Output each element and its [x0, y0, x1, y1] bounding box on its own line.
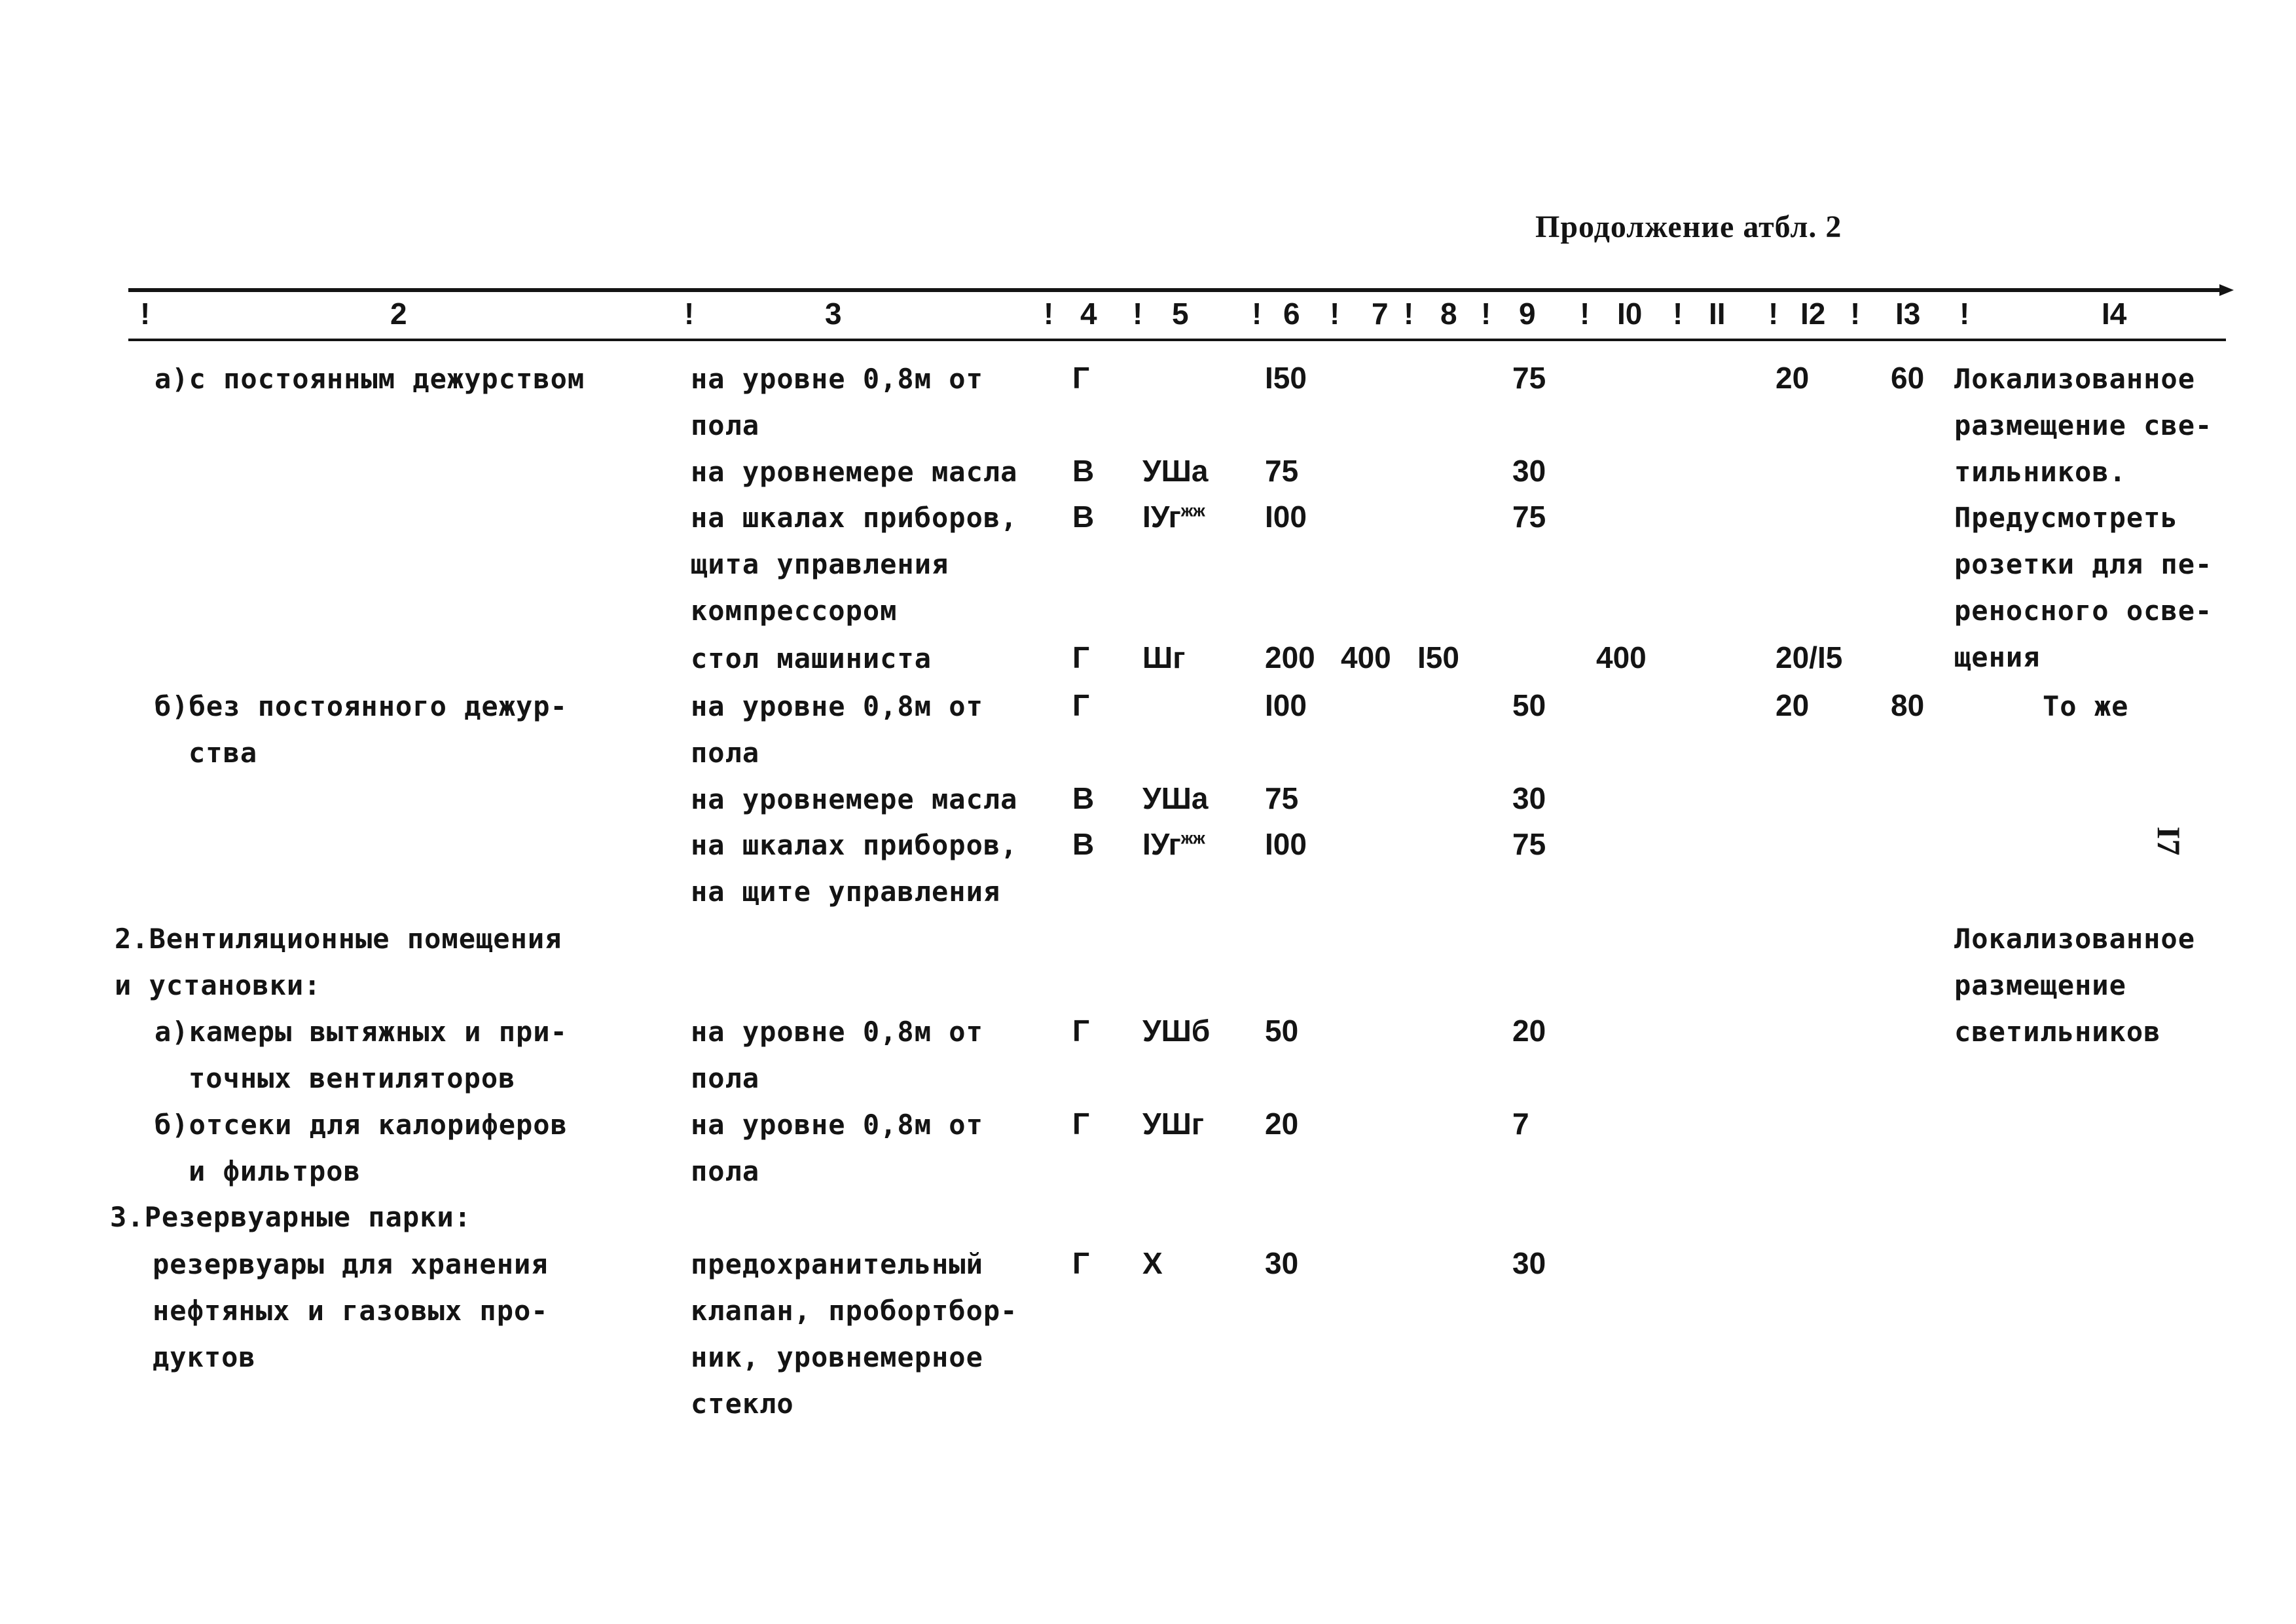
value-cell-c6: 200	[1265, 640, 1315, 674]
work-surface-cell: на шкалах приборов,	[691, 829, 1018, 861]
footnote-marker: жж	[1180, 500, 1205, 521]
value-cell-c4: Г	[1072, 688, 1090, 722]
premise-name-cell: дуктов	[153, 1341, 256, 1373]
premise-name-cell: а)камеры вытяжных и при-	[155, 1016, 568, 1048]
column-header: 3	[825, 297, 842, 331]
lamp-category-text: IУг	[1142, 827, 1181, 861]
premise-name-cell: нефтяных и газовых про-	[153, 1295, 549, 1327]
value-cell-c4: В	[1072, 827, 1095, 861]
lamp-category-cell: Х	[1142, 1246, 1163, 1280]
premise-name-cell: точных вентиляторов	[189, 1062, 516, 1094]
column-header: 6	[1283, 297, 1300, 331]
note-cell: То же	[2043, 690, 2129, 722]
premise-name-cell: и фильтров	[189, 1155, 361, 1187]
work-surface-cell: на уровне 0,8м от	[691, 1016, 983, 1048]
note-cell: щения	[1954, 641, 2041, 673]
column-header: I2	[1800, 297, 1826, 331]
lamp-category-cell: Шг	[1142, 640, 1186, 674]
note-cell: тильников.	[1954, 456, 2126, 488]
note-cell: розетки для пе-	[1954, 548, 2213, 580]
column-separator-mark: !	[1330, 297, 1340, 331]
work-surface-cell: пола	[691, 737, 760, 769]
column-separator-mark: !	[1850, 297, 1861, 331]
lamp-category-cell: УШг	[1142, 1107, 1204, 1141]
work-surface-cell: пола	[691, 409, 760, 441]
work-surface-cell: клапан, пробортбор-	[691, 1295, 1018, 1327]
value-cell-c9: 7	[1512, 1107, 1529, 1141]
value-cell-c13: 80	[1891, 688, 1925, 722]
column-separator-mark: !	[1044, 297, 1054, 331]
note-cell: размещение	[1954, 969, 2126, 1001]
work-surface-cell: стол машиниста	[691, 642, 932, 674]
value-cell-c12: 20	[1776, 361, 1810, 395]
work-surface-cell: пола	[691, 1155, 760, 1187]
premise-name-cell: б)без постоянного дежур-	[155, 690, 568, 722]
value-cell-c6: 30	[1265, 1246, 1299, 1280]
work-surface-cell: компрессором	[691, 595, 898, 627]
work-surface-cell: на щите управления	[691, 876, 1001, 908]
value-cell-c6: I00	[1265, 500, 1307, 534]
work-surface-cell: пола	[691, 1062, 760, 1094]
header-bottom-rule	[128, 339, 2226, 341]
column-header: I3	[1895, 297, 1921, 331]
lamp-category-cell	[1142, 502, 1205, 532]
lamp-category-cell: УШб	[1142, 1014, 1211, 1048]
column-header: II	[1709, 297, 1726, 331]
lamp-category-text: IУг	[1142, 500, 1181, 534]
work-surface-cell: ник, уровнемерное	[691, 1341, 983, 1373]
value-cell-c6: I50	[1265, 361, 1307, 395]
column-header: 4	[1080, 297, 1097, 331]
header-top-rule	[128, 288, 2226, 292]
work-surface-cell: стекло	[691, 1388, 794, 1420]
value-cell-c6: 75	[1265, 781, 1299, 815]
value-cell-c13: 60	[1891, 361, 1925, 395]
premise-name-cell: ства	[189, 737, 258, 769]
lamp-category-cell: УШа	[1142, 454, 1209, 488]
value-cell-c6: I00	[1265, 827, 1307, 861]
value-cell-c6: 75	[1265, 454, 1299, 488]
footnote-marker: жж	[1180, 828, 1205, 848]
value-cell-c4: В	[1072, 781, 1095, 815]
value-cell-c7: 400	[1341, 640, 1391, 674]
note-cell: светильников	[1954, 1016, 2161, 1048]
column-separator-mark: !	[140, 297, 151, 331]
value-cell-c9: 50	[1512, 688, 1546, 722]
value-cell-c9: 75	[1512, 500, 1546, 534]
value-cell-c12: 20/I5	[1776, 640, 1843, 674]
premise-name-cell: и установки:	[115, 969, 321, 1001]
premise-name-cell: б)отсеки для калориферов	[155, 1109, 568, 1141]
column-header: 8	[1440, 297, 1457, 331]
value-cell-c12: 20	[1776, 688, 1810, 722]
column-header: I0	[1617, 297, 1643, 331]
value-cell-c9: 75	[1512, 361, 1546, 395]
value-cell-c9: 20	[1512, 1014, 1546, 1048]
value-cell-c6: 20	[1265, 1107, 1299, 1141]
column-header: 9	[1519, 297, 1536, 331]
value-cell-c4: В	[1072, 454, 1095, 488]
work-surface-cell: на уровнемере масла	[691, 783, 1018, 815]
column-separator-mark: !	[1673, 297, 1683, 331]
column-separator-mark: !	[1252, 297, 1262, 331]
value-cell-c8: I50	[1417, 640, 1459, 674]
rule-arrow-tip	[2219, 284, 2234, 296]
value-cell-c6: I00	[1265, 688, 1307, 722]
premise-name-cell: резервуары для хранения	[153, 1248, 549, 1280]
note-cell: Предусмотреть	[1954, 502, 2178, 534]
continuation-title: Продолжение атбл. 2	[1535, 210, 1842, 244]
value-cell-c9: 30	[1512, 781, 1546, 815]
column-separator-mark: !	[1959, 297, 1970, 331]
column-separator-mark: !	[1481, 297, 1491, 331]
work-surface-cell: на уровнемере масла	[691, 456, 1018, 488]
column-separator-mark: !	[1404, 297, 1414, 331]
note-cell: реносного осве-	[1954, 595, 2213, 627]
column-separator-mark: !	[1768, 297, 1779, 331]
work-surface-cell: на шкалах приборов,	[691, 502, 1018, 534]
lamp-category-cell: УШа	[1142, 781, 1209, 815]
work-surface-cell: на уровне 0,8м от	[691, 690, 983, 722]
value-cell-c4: Г	[1072, 1246, 1090, 1280]
work-surface-cell: на уровне 0,8м от	[691, 363, 983, 395]
column-separator-mark: !	[1133, 297, 1143, 331]
column-header: 2	[390, 297, 407, 331]
value-cell-c9: 30	[1512, 454, 1546, 488]
value-cell-c4: В	[1072, 500, 1095, 534]
work-surface-cell: предохранительный	[691, 1248, 983, 1280]
value-cell-c4: Г	[1072, 1014, 1090, 1048]
value-cell-c9: 75	[1512, 827, 1546, 861]
note-cell: Локализованное	[1954, 363, 2196, 395]
premise-name-cell: 2.Вентиляционные помещения	[115, 923, 562, 955]
value-cell-c9: 30	[1512, 1246, 1546, 1280]
value-cell-c4: Г	[1072, 361, 1090, 395]
premise-name-cell: 3.Резервуарные парки:	[110, 1201, 472, 1233]
column-header: I4	[2102, 297, 2127, 331]
note-cell: Локализованное	[1954, 923, 2196, 955]
column-header: 7	[1372, 297, 1389, 331]
work-surface-cell: на уровне 0,8м от	[691, 1109, 983, 1141]
lamp-category-cell	[1142, 829, 1205, 859]
value-cell-c4: Г	[1072, 640, 1090, 674]
column-header: 5	[1172, 297, 1189, 331]
value-cell-c6: 50	[1265, 1014, 1299, 1048]
premise-name-cell: а)с постоянным дежурством	[155, 363, 585, 395]
page-number: I7	[2151, 826, 2187, 856]
value-cell-c10: 400	[1596, 640, 1647, 674]
note-cell: размещение све-	[1954, 409, 2213, 441]
column-separator-mark: !	[1580, 297, 1590, 331]
value-cell-c4: Г	[1072, 1107, 1090, 1141]
column-separator-mark: !	[684, 297, 695, 331]
work-surface-cell: щита управления	[691, 548, 949, 580]
